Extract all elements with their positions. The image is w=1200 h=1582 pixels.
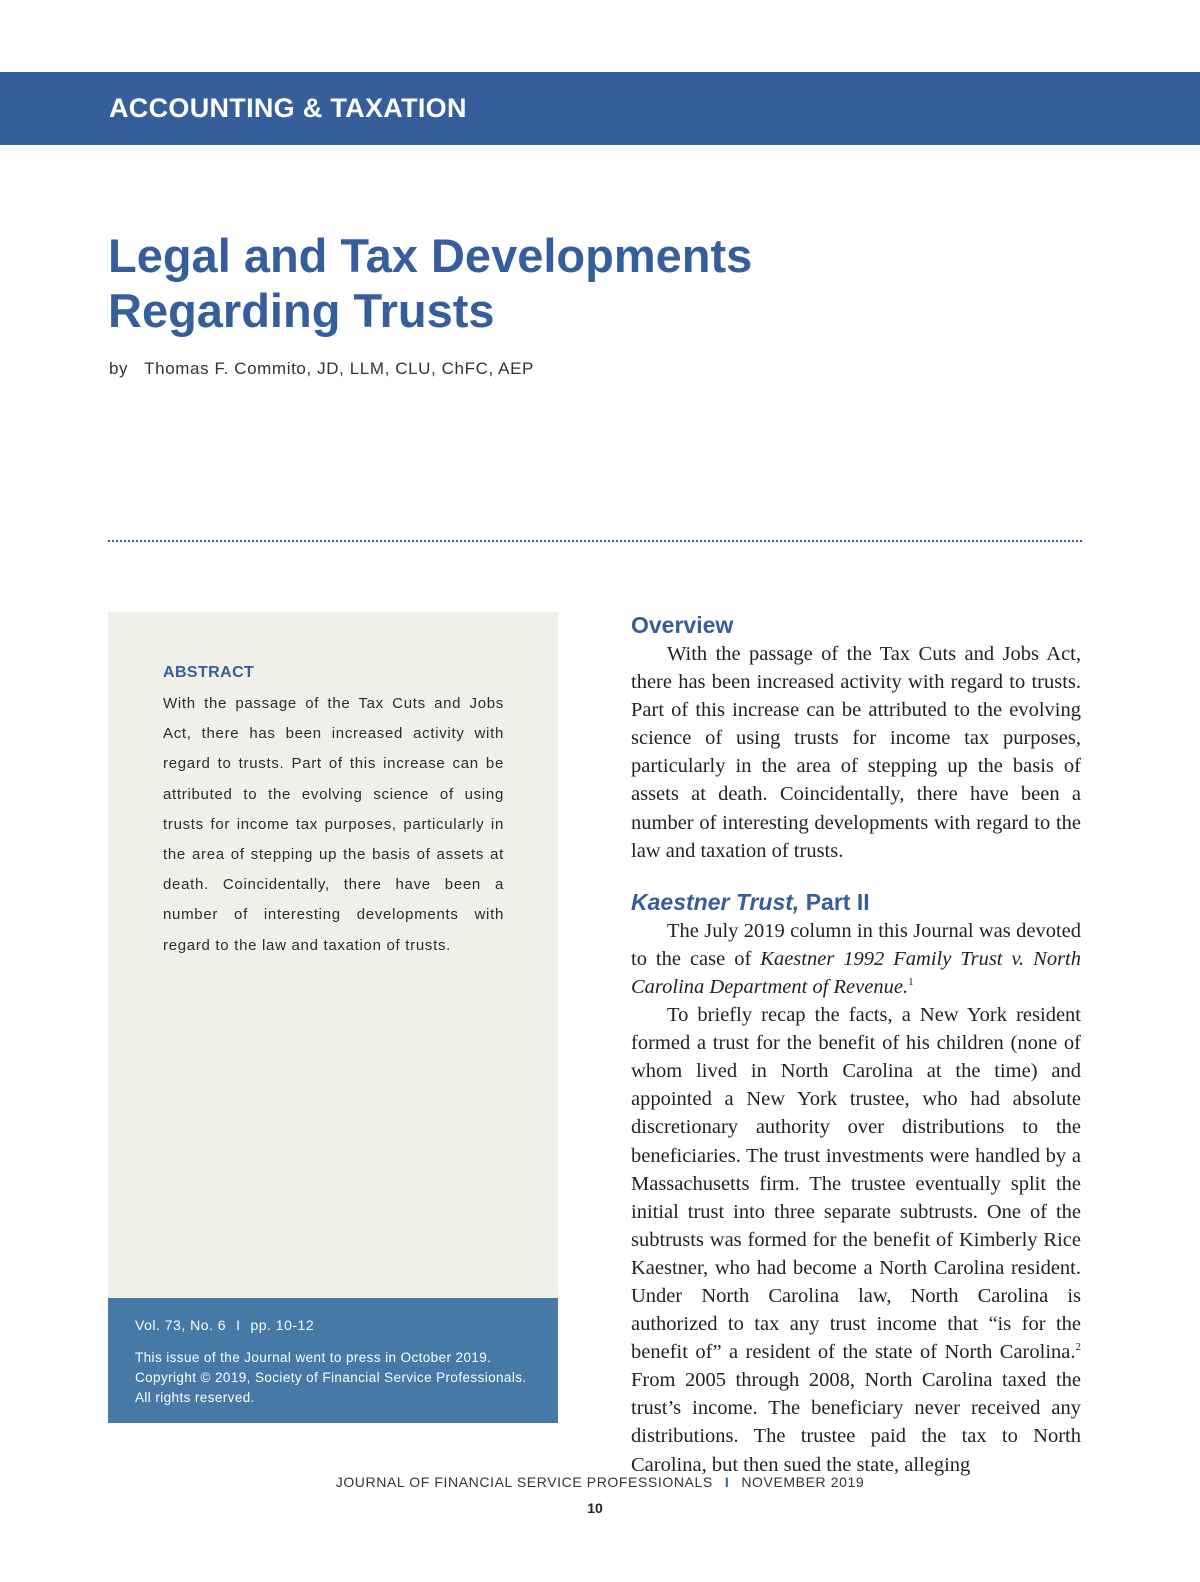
issue-date: NOVEMBER 2019	[741, 1474, 865, 1490]
footer-separator: I	[724, 1474, 730, 1490]
issue-volume-line	[135, 1317, 314, 1333]
copyright: Copyright © 2019, Society of Financial Service Professionals.	[135, 1370, 527, 1385]
abstract-text: With the passage of the Tax Cuts and Jobs Act, there has been increased activity with regard to trusts. Part of this increase can be attributed to the evolving science of using trusts for income tax purposes, particularly in the area of stepping up the basis of assets at death. Coincidentally, there have been a number of interesting developments with regard to the law and taxation of trusts.	[163, 695, 504, 954]
section-label: ACCOUNTING & TAXATION	[109, 93, 467, 123]
overview-heading: Overview	[631, 612, 734, 638]
rights: All rights reserved.	[135, 1390, 255, 1405]
p1-lead: The July 2019 column in this Journal was devoted to the case of	[631, 919, 1081, 970]
press-date: This issue of the Journal went to press in October 2019.	[135, 1350, 492, 1365]
abstract-heading: ABSTRACT	[163, 664, 255, 681]
journal-name: JOURNAL OF FINANCIAL SERVICE PROFESSIONALS	[335, 1474, 713, 1490]
kaestner-paragraph-2	[631, 1001, 1081, 1479]
case-citation: Kaestner 1992 Family Trust v. North Carolina Department of Revenue.	[631, 947, 1082, 998]
pages: pp. 10-12	[250, 1317, 315, 1333]
dotted-divider	[108, 540, 1082, 542]
kaestner-heading-case: Kaestner Trust,	[631, 888, 800, 915]
article-body	[631, 610, 1081, 1479]
p2-tail: From 2005 through 2008, North Carolina taxed the trust’s income. The beneficiary never received any distributions. The trustee paid the tax to North Carolina, but then sued the state, alleging	[631, 1369, 1081, 1476]
article-title	[108, 228, 752, 338]
kaestner-paragraph-1	[631, 917, 1081, 1001]
title-line-1: Legal and Tax Developments	[108, 229, 753, 282]
overview-paragraph: With the passage of the Tax Cuts and Jobs Act, there has been increased activity with regard to trusts. Part of this increase can be attributed to the evolving science of using trusts for income tax purposes, particularly in the area of stepping up the basis of assets at death. Coincidentally, there have been a number of interesting developments with regard to the law and taxation of trusts.	[631, 643, 1081, 862]
page-footer	[0, 1474, 1200, 1490]
title-line-2: Regarding Trusts	[108, 284, 495, 337]
byline-prefix: by	[109, 359, 129, 378]
byline	[109, 359, 534, 379]
p2-text: To briefly recap the facts, a New York resident formed a trust for the benefit of his children (none of whom lived in North Carolina at the time) and appointed a New York trustee, who had absolute discretionary authority over distributions to the beneficiaries. The trust investments were handled by a Massachusetts firm. The trustee eventually split the initial trust into three separate subtrusts. One of the subtrusts was formed for the benefit of Kimberly Rice Kaestner, who had become a North Carolina resident. Under North Carolina law, North Carolina is authorized to tax any trust income that “is for the benefit of” a resident of the state of North Carolina.	[631, 1004, 1081, 1364]
press-note	[135, 1348, 545, 1408]
kaestner-heading	[631, 887, 1081, 917]
volume-separator: I	[236, 1317, 241, 1333]
footnote-ref-1: 1	[908, 976, 914, 989]
author-name: Thomas F. Commito, JD, LLM, CLU, ChFC, AEP	[144, 359, 535, 378]
page-number: 10	[587, 1500, 603, 1516]
volume: Vol. 73, No. 6	[135, 1317, 227, 1333]
footnote-ref-2: 2	[1075, 1341, 1081, 1354]
kaestner-heading-part: Part II	[799, 888, 870, 915]
